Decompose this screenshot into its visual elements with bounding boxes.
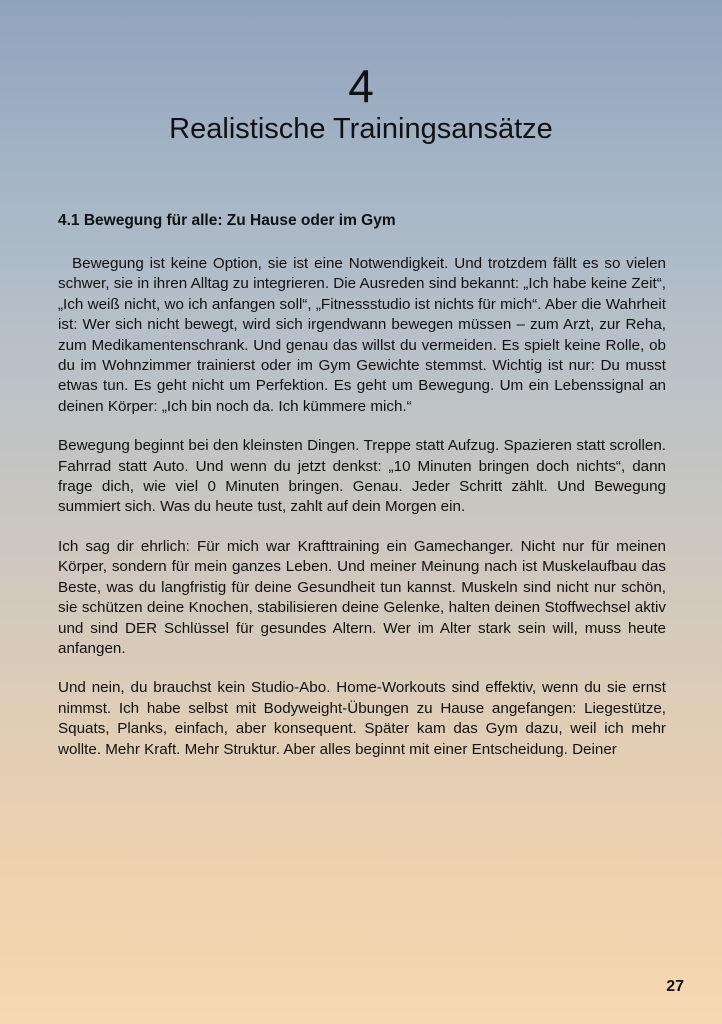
chapter-title: Realistische Trainingsansätze <box>169 113 553 145</box>
chapter-number: 4 <box>348 60 374 112</box>
section-heading: 4.1 Bewegung für alle: Zu Hause oder im Gym <box>58 212 396 229</box>
page-content <box>58 210 666 760</box>
page-number: 27 <box>666 978 684 995</box>
paragraph-1: Bewegung ist keine Option, sie ist eine Notwendigkeit. Und trotzdem fällt es so vielen schwer, sie in ihren Alltag zu integrieren. Die Ausreden sind bekannt: „Ich habe keine Zeit“, „Ich weiß nicht, wo ich anfangen soll“, „Fitnessstudio ist nichts für mich“. Aber die Wahrheit ist: Wer sich nicht bewegt, wird sich irgendwann bewegen müssen – zum Arzt, zur Reha, zum Medikamentenschrank. Und genau das willst du vermeiden. Es spielt keine Rolle, ob du im Wohnzimmer trainierst oder im Gym Gewichte stemmst. Wichtig ist nur: Du musst etwas tun. Es geht nicht um Perfektion. Es geht um Bewegung. Um ein Lebenssignal an deinen Körper: „Ich bin noch da. Ich kümmere mich.“ <box>58 255 666 415</box>
paragraph-3: Ich sag dir ehrlich: Für mich war Krafttraining ein Gamechanger. Nicht nur für meinen Körper, sondern für mein ganzes Leben. Und meiner Meinung nach ist Muskelaufbau das Beste, was du langfristig für deine Gesundheit tun kannst. Muskeln sind nicht nur schön, sie schützen deine Knochen, stabilisieren deine Gelenke, halten deinen Stoffwechsel aktiv und sind DER Schlüssel für gesundes Altern. Wer im Alter stark sein will, muss heute anfangen. <box>58 537 666 657</box>
paragraph-2: Bewegung beginnt bei den kleinsten Dingen. Treppe statt Aufzug. Spazieren statt scrollen. Fahrrad statt Auto. Und wenn du jetzt denkst: „10 Minuten bringen doch nichts“, dann frage dich, wie viel 0 Minuten bringen. Genau. Jeder Schritt zählt. Und Bewegung summiert sich. Was du heute tust, zahlt auf dein Morgen ein. <box>58 437 666 516</box>
paragraph-4: Und nein, du brauchst kein Studio-Abo. Home-Workouts sind effektiv, wenn du sie ernst nimmst. Ich habe selbst mit Bodyweight-Übungen zu Hause angefangen: Liegestütze, Squats, Planks, einfach, aber konsequent. Später kam das Gym dazu, weil ich mehr wollte. Mehr Kraft. Mehr Struktur. Aber alles beginnt mit einer Entscheidung. Deiner <box>58 679 666 758</box>
